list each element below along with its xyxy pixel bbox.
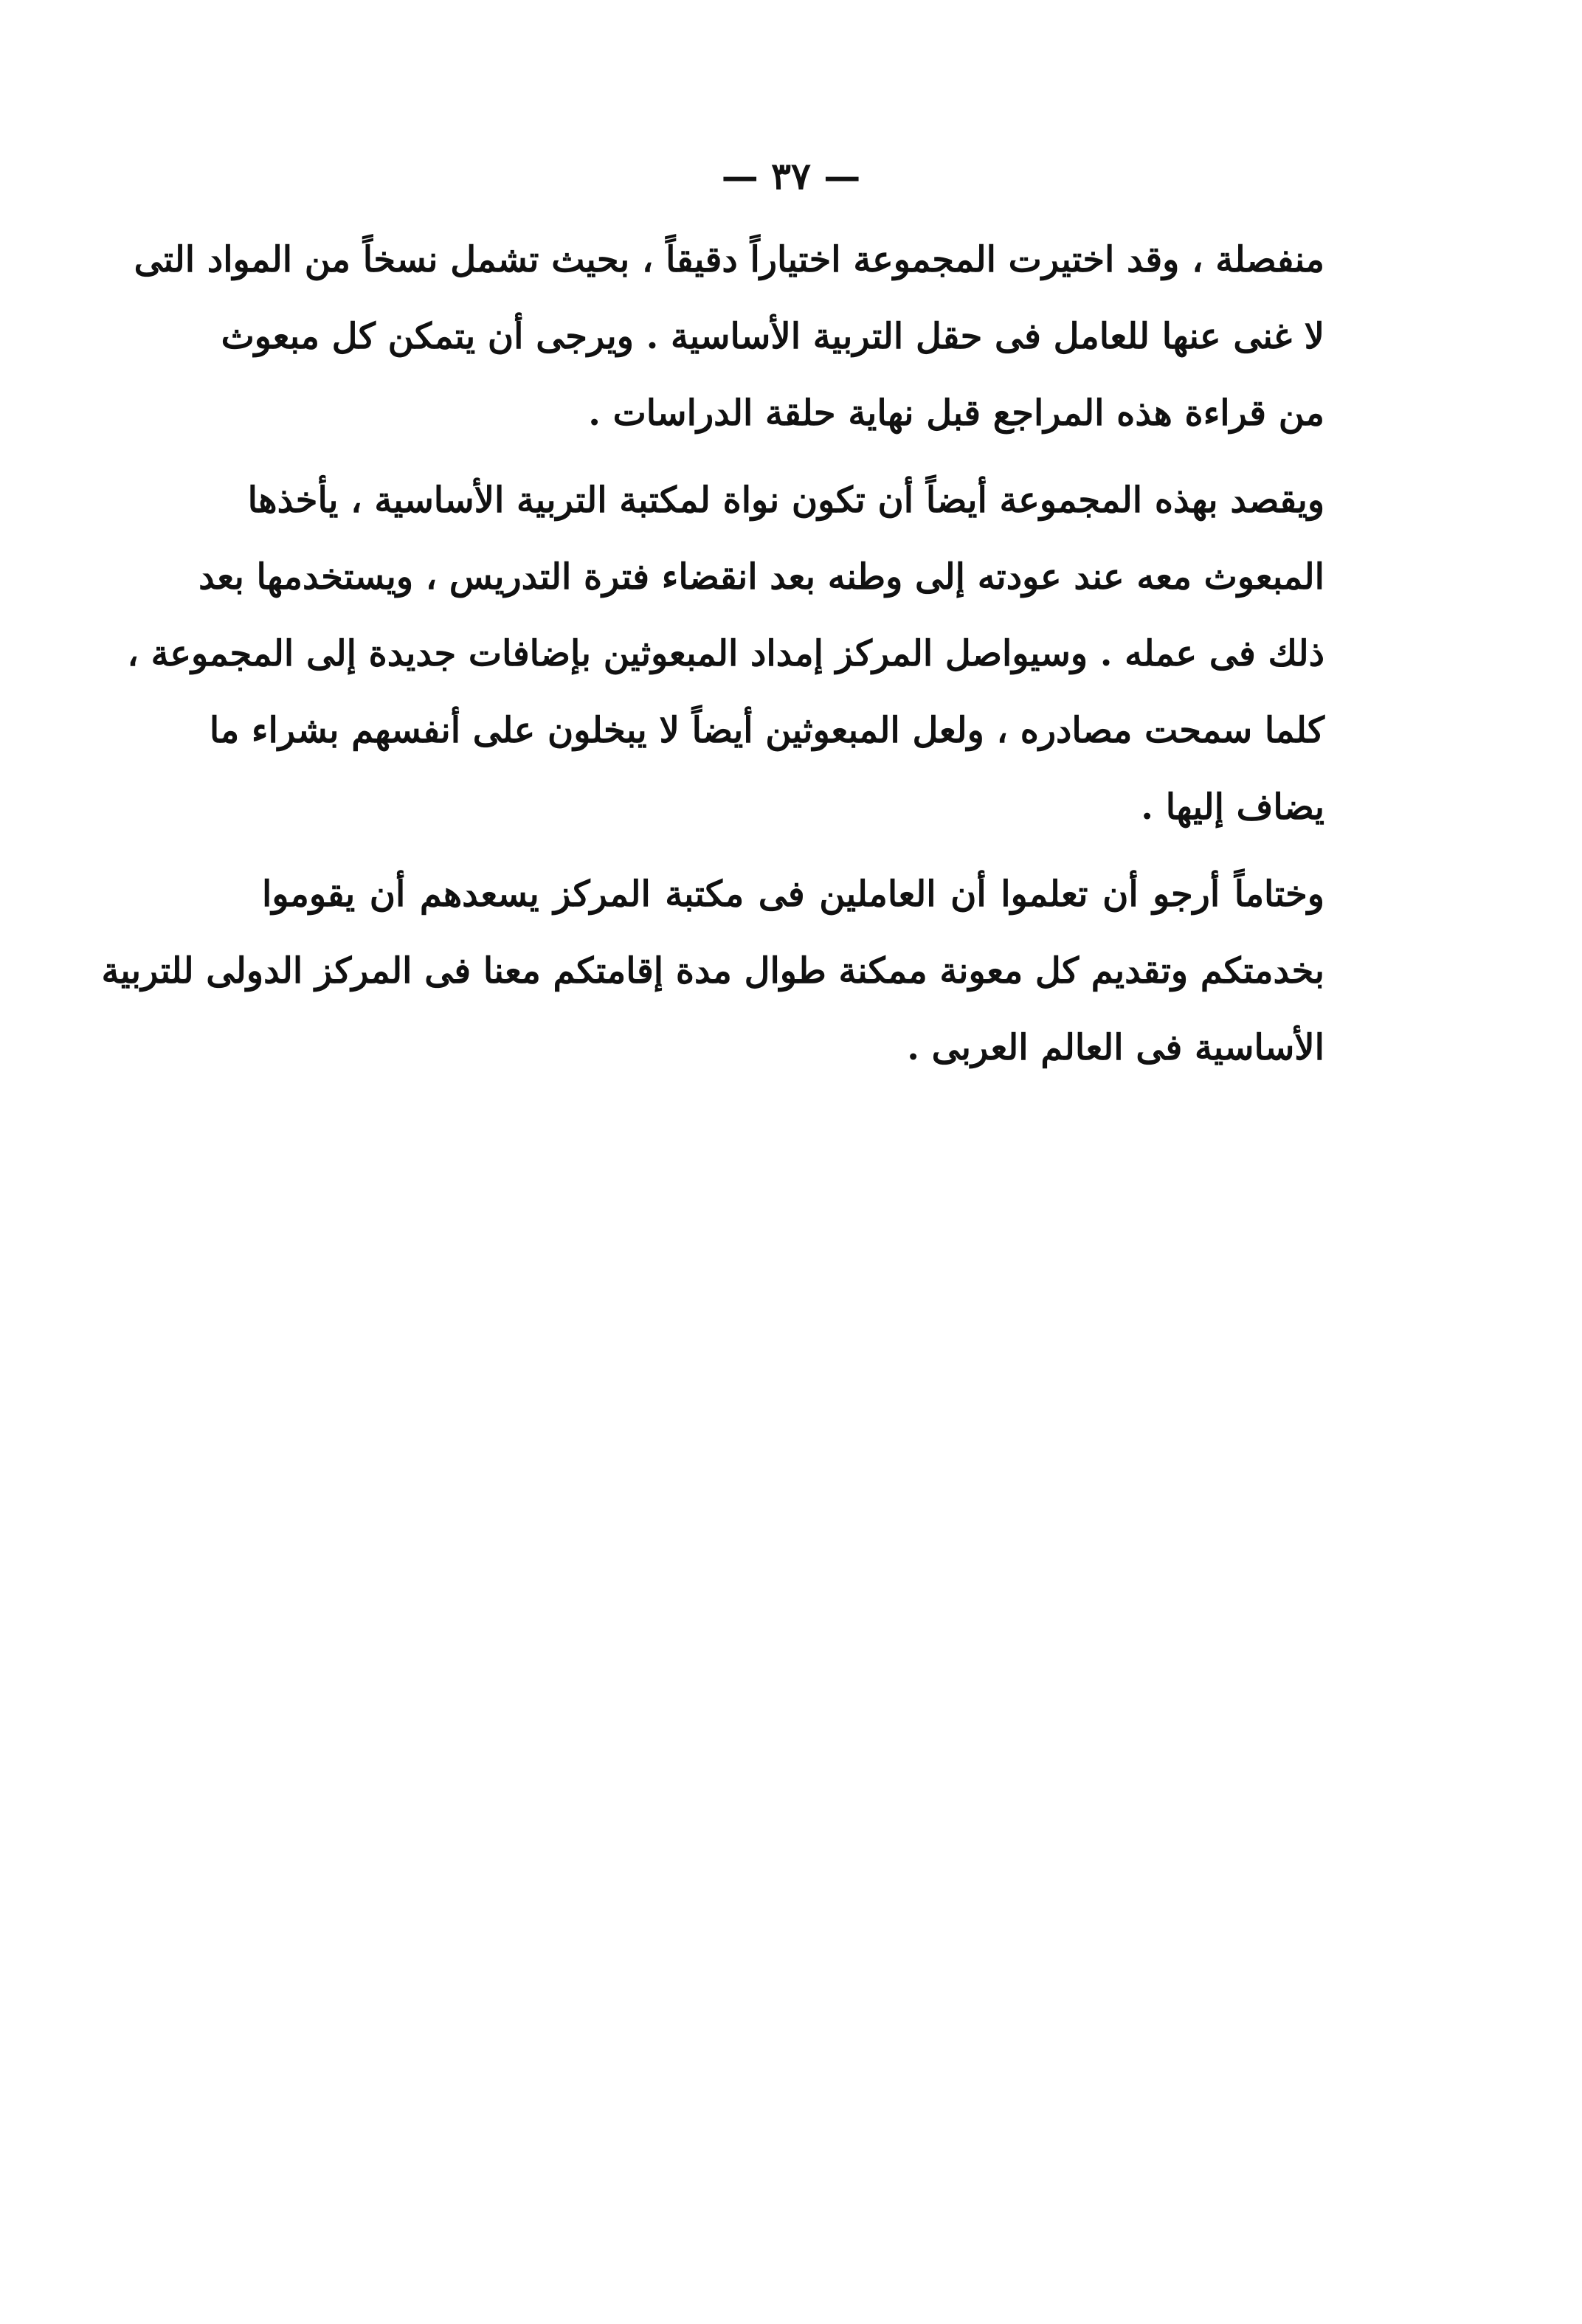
text-line: الأساسية فى العالم العربى .: [907, 1027, 1324, 1068]
body-text: [101, 221, 1324, 1086]
page-number: — ٣٧ —: [721, 154, 861, 198]
text-line: لا غنى عنها للعامل فى حقل التربية الأساسية . ويرجى أن يتمكن كل مبعوث: [221, 316, 1324, 357]
paragraph-collection-purpose: [127, 462, 1324, 845]
text-line: ويقصد بهذه المجموعة أيضاً أن تكون نواة لمكتبة التربية الأساسية ، يأخذها: [247, 480, 1324, 521]
text-line: كلما سمحت مصادره ، ولعل المبعوثين أيضاً لا يبخلون على أنفسهم بشراء ما: [209, 710, 1324, 751]
paragraph-closing: [101, 856, 1324, 1086]
text-line: يضاف إليها .: [1141, 786, 1324, 828]
paragraph-intro: [134, 221, 1324, 452]
text-line: وختاماً أرجو أن تعلموا أن العاملين فى مكتبة المركز يسعدهم أن يقوموا: [262, 874, 1324, 915]
text-line: منفصلة ، وقد اختيرت المجموعة اختياراً دقيقاً ، بحيث تشمل نسخاً من المواد التى: [134, 239, 1324, 280]
text-line: ذلك فى عمله . وسيواصل المركز إمداد المبعوثين بإضافات جديدة إلى المجموعة ،: [127, 633, 1324, 674]
text-line: المبعوث معه عند عودته إلى وطنه بعد انقضاء فترة التدريس ، ويستخدمها بعد: [198, 556, 1324, 598]
text-line: بخدمتكم وتقديم كل معونة ممكنة طوال مدة إقامتكم معنا فى المركز الدولى للتربية: [101, 950, 1324, 992]
text-line: من قراءة هذه المراجع قبل نهاية حلقة الدراسات .: [588, 392, 1324, 434]
